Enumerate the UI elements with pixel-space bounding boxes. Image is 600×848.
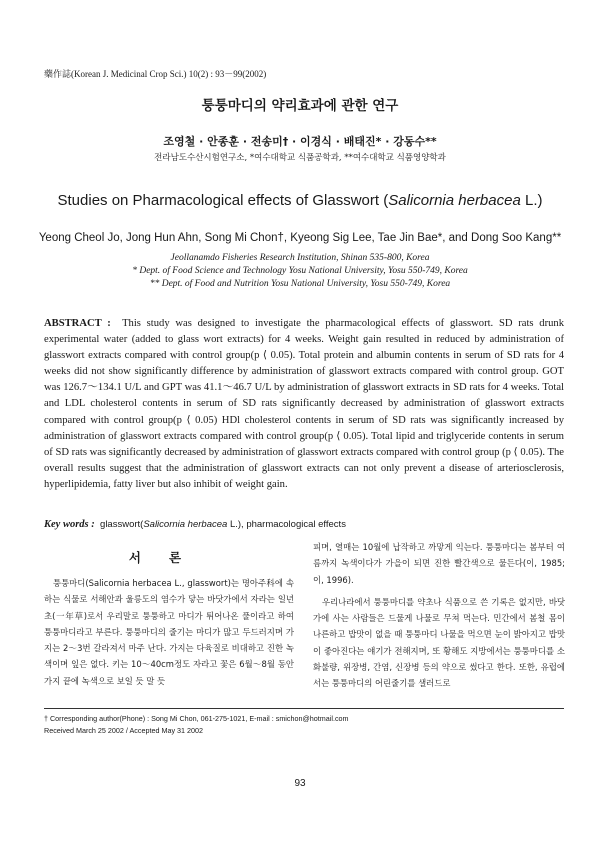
korean-affiliations: 전라남도수산시험연구소, *여수대학교 식품공학과, **여수대학교 식품영양학과 <box>154 153 446 163</box>
keywords <box>44 519 564 530</box>
english-affiliations <box>0 252 600 291</box>
english-title-species: Salicornia herbacea <box>388 192 521 209</box>
journal-reference: 藥作誌(Korean J. Medicinal Crop Sci.) 10(2) : 93－99(2002) <box>44 69 267 79</box>
footnote-divider <box>44 708 564 709</box>
page-number: 93 <box>294 778 306 789</box>
body-paragraph: 우리나라에서 퉁퉁마디를 약초나 식품으로 쓴 기록은 없지만, 바닷가에 사는 사람들은 드물게 나물로 무쳐 먹는다. 민간에서 봄철 몸이 나른하고 밥맛이 없을 때 퉁퉁마디 나물을 먹으면 눈이 밝아지고 밥맛이 좋아진다는 얘기가 전해지며, 또 황해도 지방에서는 퉁퉁마디를 소화불량, 위장병, 간염, 신장병 등의 약으로 썼다고 한다. 또한, 유럽에서는 퉁퉁마디의 어린줄기를 샐러드로 <box>313 596 565 689</box>
english-title-suffix: L.) <box>520 192 543 209</box>
affiliation-line: Jeollanamdo Fisheries Research Institution, Shinan 535-800, Korea <box>170 253 430 263</box>
abstract <box>44 316 564 493</box>
english-authors: Yeong Cheol Jo, Jong Hun Ahn, Song Mi Chon†, Kyeong Sig Lee, Tae Jin Bae*, and Dong Soo Kang** <box>38 232 562 244</box>
section-title-introduction: 서론 <box>128 550 210 565</box>
korean-title: 퉁퉁마디의 약리효과에 관한 연구 <box>201 98 399 114</box>
body-paragraph: 피며, 열매는 10월에 납작하고 까맣게 익는다. 퉁퉁마디는 봄부터 여름까지 녹색이다가 가을이 되면 진한 빨간색으로 물든다(이, 1985; 이, 1996). <box>313 542 565 585</box>
body-column-right <box>313 539 565 692</box>
affiliation-line: ** Dept. of Food and Nutrition Yosu National University, Yosu 550-749, Korea <box>149 279 451 289</box>
footnote-received: Received March 25 2002 / Accepted May 31 2002 <box>44 725 204 735</box>
body-paragraph: 퉁퉁마디(Salicornia herbacea L., glasswort)는 명아주科에 속하는 식물로 서해안과 울릉도의 염수가 닿는 바닷가에서 자라는 일년초(一年草)로서 우리말로 퉁퉁하고 마디가 튀어나온 풀이라고 하여 퉁퉁마디라고 부른다. 퉁퉁마디의 줄기는 마디가 많고 두드러지며 가지는 2～3번 갈라져서 마주 난다. 가지는 다육질로 비대하고 진한 녹색이며 잎은 없다. 키는 10～40cm정도 자라고 꽃은 6월～8월 동안 가지 끝에 녹색으로 보일 듯 말 듯 <box>44 578 294 686</box>
footnote <box>44 713 564 736</box>
korean-authors: 조영철 · 안종훈 · 전송미† · 이경식 · 배태진* · 강동수** <box>163 135 437 148</box>
keywords-prefix: glasswort( <box>100 519 144 530</box>
keywords-suffix: L.), pharmacological effects <box>227 519 346 530</box>
footnote-corresponding: † Corresponding author(Phone) : Song Mi Chon, 061-275-1021, E-mail : smichon@hotmail.com <box>44 714 349 723</box>
affiliation-line: * Dept. of Food Science and Technology Yosu National University, Yosu 550-749, Korea <box>132 266 468 276</box>
body-column-left <box>44 575 294 689</box>
english-title-prefix: Studies on Pharmacological effects of Glasswort ( <box>57 192 389 209</box>
abstract-label: ABSTRACT : <box>44 318 111 329</box>
keywords-species: Salicornia herbacea <box>143 519 228 530</box>
abstract-text: This study was designed to investigate the pharmacological effects of glasswort. SD rats drunk experimental water (added to glass wort extracts) for 4 weeks. Weight gain resulted in reduced by administration of glasswort extracts compared with control group(p ⟨ 0.05). Total protein and albumin contents in serum of SD rats for 4 weeks did not show significantly difference by administration of glasswort extracts compared with control group. GOT was 126.7～134.1 U/L and GPT was 41.1～46.7 U/L by administration of glasswort extracts in SD rats for 4 weeks. Total and LDL cholesterol contents in serum of SD rats significantly decreased by administration of glasswort extracts compared with control group(p ⟨ 0.05) HDl cholesterol contents in serum of SD rats was significantly increased by administration of glasswort extracts compared with control group(p ⟨ 0.05). Total lipid and triglyceride contents in serum of SD rats was significantly decreased by administration of glasswort extracts compared with control group (p ⟨ 0.05). The overall results suggest that the administration of glasswort extracts can not only prevent a disease of arteriosclerosis, hyperlipidemia, fatty liver but also inhibit of weight gain. <box>44 318 564 490</box>
keywords-label: Key words : <box>44 519 95 530</box>
english-title <box>0 192 600 209</box>
